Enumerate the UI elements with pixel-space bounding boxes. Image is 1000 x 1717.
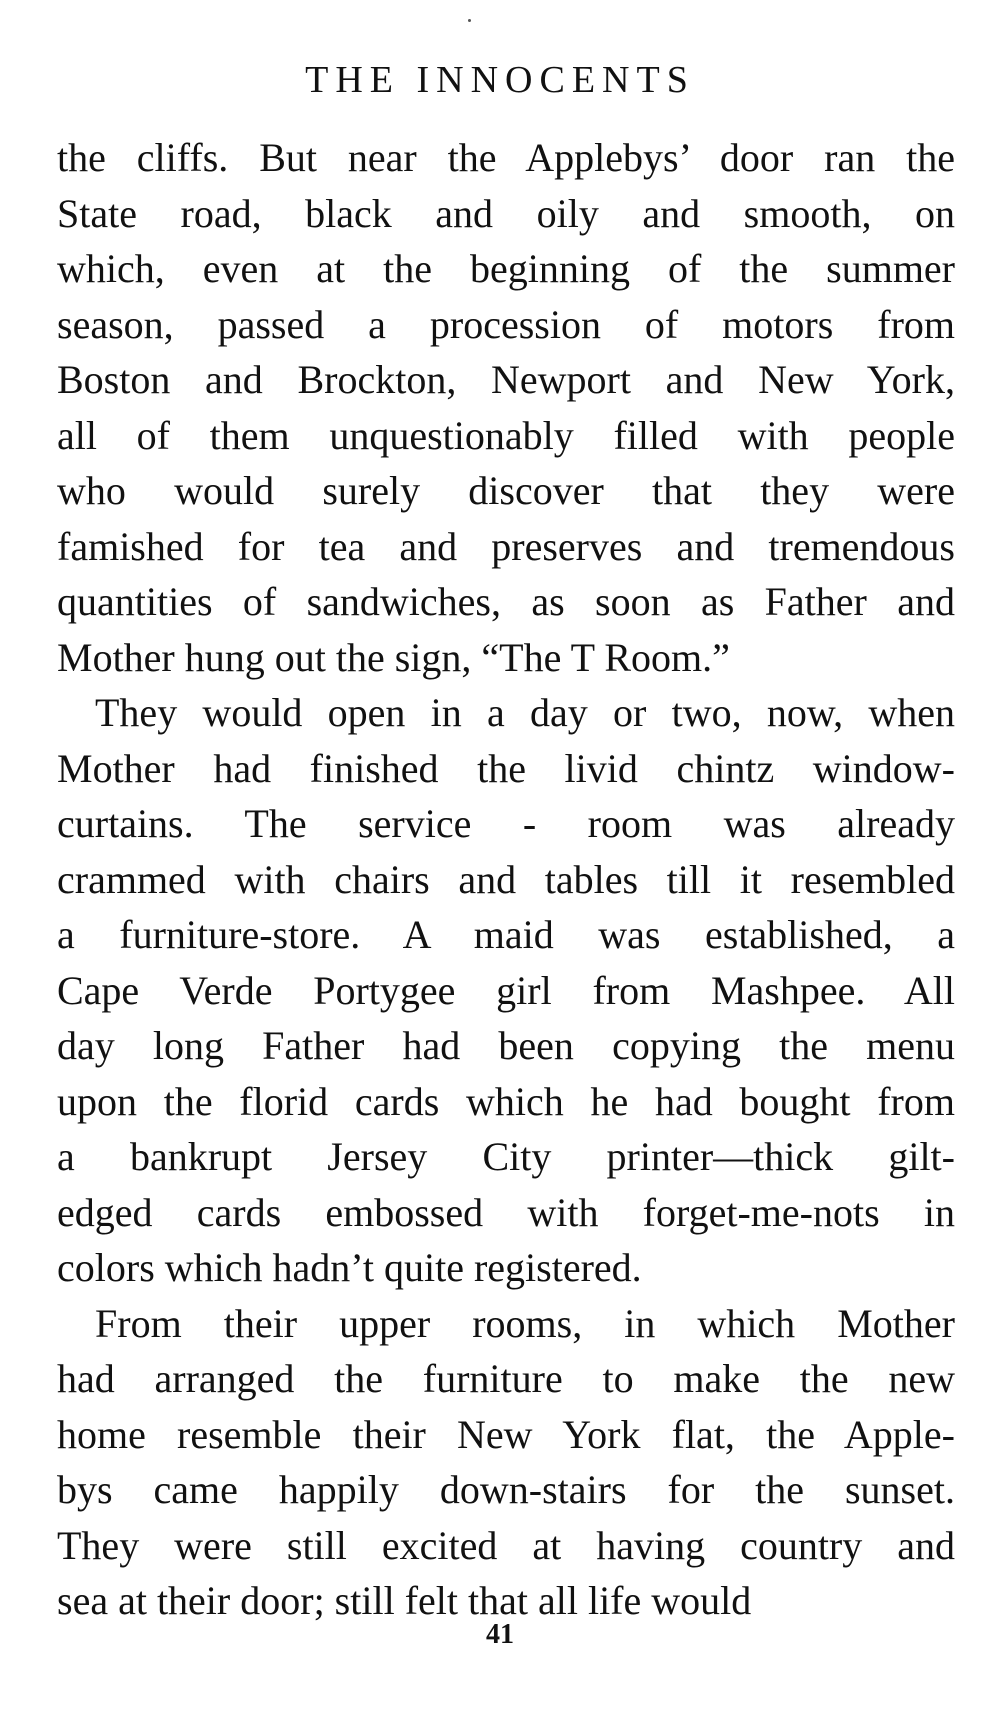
text-line: bys came happily down-stairs for the sunset. bbox=[57, 1467, 955, 1512]
text-line: colors which hadn’t quite registered. bbox=[57, 1245, 642, 1290]
text-line: They were still excited at having country and bbox=[57, 1522, 955, 1568]
text-line: a bankrupt Jersey City printer—thick gilt- bbox=[57, 1134, 955, 1179]
text-line: Cape Verde Portygee girl from Mashpee. All bbox=[57, 967, 955, 1013]
paragraph bbox=[57, 1296, 955, 1629]
text-line: home resemble their New York flat, the Apple- bbox=[57, 1411, 955, 1457]
text-line: upon the florid cards which he had bought from bbox=[57, 1078, 955, 1124]
body-text bbox=[57, 130, 955, 1629]
text-line: famished for tea and preserves and tremendous bbox=[57, 523, 955, 569]
text-line: who would surely discover that they were bbox=[57, 468, 955, 513]
text-line: quantities of sandwiches, as soon as Father and bbox=[57, 579, 955, 624]
text-line: a furniture-store. A maid was established, a bbox=[57, 912, 955, 957]
text-line: From their upper rooms, in which Mother bbox=[95, 1300, 955, 1346]
text-line: all of them unquestionably filled with people bbox=[57, 412, 955, 458]
paragraph bbox=[57, 130, 955, 685]
text-line: edged cards embossed with forget-me-nots in bbox=[57, 1189, 955, 1235]
text-line: the cliffs. But near the Applebys’ door ran the bbox=[57, 135, 955, 180]
text-line: Boston and Brockton, Newport and New York, bbox=[57, 357, 955, 402]
text-line: Mother had finished the livid chintz window- bbox=[57, 745, 955, 791]
text-line: They would open in a day or two, now, when bbox=[95, 690, 955, 735]
running-head: THE INNOCENTS bbox=[305, 59, 695, 101]
ink-speck bbox=[468, 19, 471, 22]
page-number: 41 bbox=[486, 1619, 514, 1650]
text-line: had arranged the furniture to make the new bbox=[57, 1356, 955, 1401]
text-line: season, passed a procession of motors from bbox=[57, 301, 955, 347]
text-line: State road, black and oily and smooth, on bbox=[57, 190, 955, 236]
text-line: crammed with chairs and tables till it resembled bbox=[57, 856, 955, 902]
text-line: curtains. The service - room was already bbox=[57, 801, 955, 846]
text-line: which, even at the beginning of the summer bbox=[57, 246, 955, 291]
text-line: Mother hung out the sign, “The T Room.” bbox=[57, 634, 730, 680]
text-line: sea at their door; still felt that all life would bbox=[57, 1578, 752, 1623]
paragraph bbox=[57, 685, 955, 1296]
text-line: day long Father had been copying the menu bbox=[57, 1023, 955, 1068]
